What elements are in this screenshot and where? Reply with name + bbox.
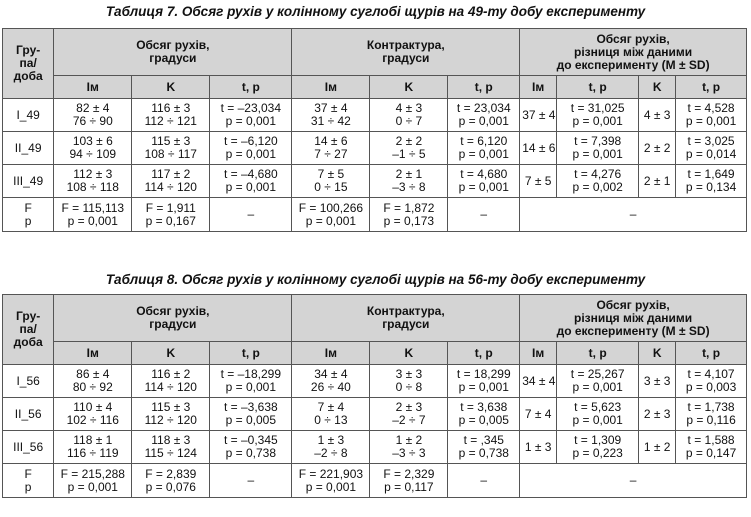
data-cell bbox=[210, 431, 292, 464]
cell-line: 2 ± 1 bbox=[395, 167, 423, 181]
cell-line: 82 ± 4 bbox=[76, 101, 110, 115]
cell-line: F = 1,911 bbox=[145, 200, 196, 215]
cell-line: –2 ÷ 8 bbox=[314, 446, 348, 460]
cell-line: Контрактура, bbox=[366, 38, 445, 52]
cell-line: Гру- bbox=[16, 309, 41, 323]
table-row bbox=[3, 132, 747, 165]
table-row bbox=[3, 365, 747, 398]
data-cell bbox=[370, 99, 448, 132]
cell-line: градуси bbox=[149, 51, 197, 65]
data-cell bbox=[210, 132, 292, 165]
data-cell bbox=[210, 398, 292, 431]
group-cell: I_56 bbox=[3, 365, 54, 398]
cell-line: Обсяг рухів, bbox=[136, 304, 210, 318]
data-cell bbox=[520, 398, 557, 431]
cell-line: 7 ± 5 bbox=[317, 167, 345, 181]
cell-line: 3 ± 3 bbox=[395, 367, 423, 381]
cell-line: p = 0,001 bbox=[458, 180, 509, 194]
cell-line: 80 ÷ 92 bbox=[72, 380, 113, 394]
cell-line: Обсяг рухів, bbox=[136, 38, 210, 52]
cell-line: F = 1,872 bbox=[383, 200, 435, 215]
cell-line: 108 ÷ 118 bbox=[66, 180, 119, 194]
cell-line: 1 ± 2 bbox=[643, 439, 671, 454]
cell-line: 2 ± 2 bbox=[643, 140, 671, 155]
data-cell bbox=[132, 99, 210, 132]
subheader-cell: Iм bbox=[520, 76, 557, 99]
cell-line: 76 ÷ 90 bbox=[72, 114, 113, 128]
cell-line: p = 0,076 bbox=[145, 479, 196, 494]
cell-line: t = –18,299 bbox=[220, 367, 282, 381]
cell-line: p = 0,003 bbox=[685, 380, 737, 394]
cell-line: –3 ÷ 8 bbox=[392, 180, 426, 194]
contracture-header bbox=[292, 295, 520, 342]
data-cell bbox=[676, 431, 747, 464]
cell-line: 2 ± 3 bbox=[643, 406, 671, 421]
cell-line: p = 0,001 bbox=[685, 114, 737, 128]
cell-line: t = 23,034 bbox=[456, 101, 511, 115]
subheader-cell: K bbox=[639, 76, 676, 99]
cell-line: p = 0,223 bbox=[572, 446, 623, 460]
cell-line: p = 0,173 bbox=[383, 213, 435, 228]
cell-line: p = 0,001 bbox=[458, 114, 509, 128]
f-label-cell bbox=[3, 198, 54, 232]
cell-line: t = –0,345 bbox=[223, 433, 278, 447]
data-cell bbox=[557, 365, 639, 398]
cell-line: 115 ÷ 124 bbox=[144, 446, 197, 460]
data-cell bbox=[448, 365, 520, 398]
cell-line: 1 ± 3 bbox=[317, 433, 345, 447]
cell-line: t = 3,025 bbox=[687, 134, 735, 148]
f-label-cell bbox=[3, 464, 54, 498]
cell-line: 2 ± 2 bbox=[395, 134, 423, 148]
data-cell bbox=[557, 431, 639, 464]
cell-line: 94 ÷ 109 bbox=[69, 147, 117, 161]
data-cell bbox=[54, 365, 132, 398]
group-cell: III_56 bbox=[3, 431, 54, 464]
subheader-cell: K bbox=[132, 76, 210, 99]
cell-line: па/ bbox=[19, 56, 37, 70]
cell-line: p = 0,001 bbox=[305, 213, 357, 228]
cell-line: 31 ÷ 42 bbox=[310, 114, 351, 128]
table-row bbox=[3, 165, 747, 198]
cell-line: 37 ± 4 bbox=[522, 107, 556, 122]
f-con-k-cell bbox=[370, 198, 448, 232]
cell-line: 86 ± 4 bbox=[76, 367, 110, 381]
data-cell bbox=[210, 365, 292, 398]
data-cell bbox=[676, 398, 747, 431]
data-cell bbox=[676, 365, 747, 398]
data-cell bbox=[448, 165, 520, 198]
cell-line: t = 3,638 bbox=[460, 400, 508, 414]
cell-line: p = 0,738 bbox=[458, 446, 509, 460]
cell-line: p = 0,167 bbox=[145, 213, 196, 228]
cell-line: Обсяг рухів, bbox=[596, 297, 670, 312]
group-cell: I_49 bbox=[3, 99, 54, 132]
f-con-im-cell bbox=[292, 198, 370, 232]
data-cell bbox=[639, 132, 676, 165]
cell-line: p = 0,001 bbox=[225, 380, 277, 394]
cell-line: p = 0,001 bbox=[225, 180, 277, 194]
f-con-im-cell bbox=[292, 464, 370, 498]
cell-line: 118 ± 1 bbox=[73, 433, 113, 447]
cell-line: 116 ± 3 bbox=[151, 101, 191, 115]
cell-line: 108 ÷ 117 bbox=[144, 147, 197, 161]
cell-line: 7 ± 5 bbox=[524, 173, 552, 188]
cell-line: 37 ± 4 bbox=[314, 101, 348, 115]
cell-line: p = 0,147 bbox=[685, 446, 737, 460]
data-cell bbox=[292, 165, 370, 198]
cell-line: p = 0,001 bbox=[305, 479, 357, 494]
cell-line: t = 1,649 bbox=[687, 167, 735, 181]
cell-line: 112 ÷ 120 bbox=[144, 413, 197, 427]
cell-line: F = 2,329 bbox=[383, 466, 435, 481]
subheader-cell: t, p bbox=[676, 76, 747, 99]
data-cell bbox=[210, 165, 292, 198]
group-cell: II_56 bbox=[3, 398, 54, 431]
data-cell bbox=[676, 165, 747, 198]
subheader-cell: K bbox=[639, 342, 676, 365]
cell-line: –3 ÷ 3 bbox=[392, 446, 426, 460]
cell-line: p = 0,001 bbox=[572, 380, 623, 394]
cell-line: градуси bbox=[382, 51, 430, 65]
cell-line: 34 ± 4 bbox=[314, 367, 348, 381]
cell-line: t = 5,623 bbox=[574, 400, 622, 414]
data-cell bbox=[448, 132, 520, 165]
cell-line: 102 ÷ 116 bbox=[66, 413, 119, 427]
volume-header bbox=[54, 29, 292, 76]
subheader-cell: K bbox=[132, 342, 210, 365]
data-cell bbox=[676, 132, 747, 165]
data-cell bbox=[639, 99, 676, 132]
table-row bbox=[3, 99, 747, 132]
cell-line: 26 ÷ 40 bbox=[310, 380, 351, 394]
volume-header bbox=[54, 295, 292, 342]
table-row bbox=[3, 398, 747, 431]
subheader-cell: Iм bbox=[292, 76, 370, 99]
data-cell bbox=[448, 398, 520, 431]
data-cell bbox=[520, 165, 557, 198]
data-cell bbox=[292, 398, 370, 431]
cell-line: 1 ± 3 bbox=[524, 439, 552, 454]
data-cell bbox=[54, 165, 132, 198]
subheader-cell: t, p bbox=[676, 342, 747, 365]
data-cell bbox=[639, 365, 676, 398]
data-cell bbox=[557, 132, 639, 165]
cell-line: p = 0,001 bbox=[572, 147, 623, 161]
f-con-dash-cell: – bbox=[448, 198, 520, 232]
f-test-row bbox=[3, 198, 747, 232]
cell-line: 116 ÷ 119 bbox=[67, 446, 119, 460]
cell-line: Обсяг рухів, bbox=[596, 31, 670, 46]
cell-line: доба bbox=[13, 69, 43, 83]
data-cell bbox=[639, 398, 676, 431]
cell-line: p = 0,002 bbox=[572, 180, 623, 194]
data-cell bbox=[639, 431, 676, 464]
subheader-cell: t, p bbox=[448, 342, 520, 365]
group-header bbox=[3, 295, 54, 365]
cell-line: t = 4,276 bbox=[574, 167, 622, 181]
table-7 bbox=[2, 28, 747, 232]
cell-line: F bbox=[24, 466, 32, 481]
cell-line: 34 ± 4 bbox=[522, 373, 556, 388]
cell-line: p = 0,001 bbox=[458, 147, 509, 161]
cell-line: p = 0,001 bbox=[67, 479, 118, 494]
data-cell bbox=[54, 132, 132, 165]
cell-line: 103 ± 6 bbox=[72, 134, 113, 148]
data-cell bbox=[132, 165, 210, 198]
cell-line: 116 ± 2 bbox=[151, 367, 191, 381]
cell-line: F = 100,266 bbox=[298, 200, 364, 215]
data-cell bbox=[54, 99, 132, 132]
subheader-cell: t, p bbox=[557, 342, 639, 365]
f-vol-im-cell bbox=[54, 464, 132, 498]
subheader-cell: Iм bbox=[54, 342, 132, 365]
cell-line: p = 0,134 bbox=[685, 180, 737, 194]
cell-line: 2 ± 3 bbox=[395, 400, 423, 414]
cell-line: 14 ± 6 bbox=[314, 134, 348, 148]
subheader-cell: Iм bbox=[520, 342, 557, 365]
data-cell bbox=[132, 398, 210, 431]
cell-line: 117 ± 2 bbox=[151, 167, 191, 181]
cell-line: 0 ÷ 8 bbox=[395, 380, 423, 394]
cell-line: 110 ± 4 bbox=[73, 400, 113, 414]
cell-line: F bbox=[24, 200, 32, 215]
cell-line: 112 ± 3 bbox=[73, 167, 113, 181]
data-cell bbox=[370, 165, 448, 198]
cell-line: p = 0,001 bbox=[225, 114, 277, 128]
cell-line: t = –6,120 bbox=[223, 134, 278, 148]
cell-line: градуси bbox=[382, 317, 430, 331]
data-cell bbox=[292, 132, 370, 165]
f-vol-im-cell bbox=[54, 198, 132, 232]
f-vol-dash-cell: – bbox=[210, 464, 292, 498]
cell-line: p = 0,005 bbox=[225, 413, 277, 427]
table-8 bbox=[2, 294, 747, 498]
group-cell: II_49 bbox=[3, 132, 54, 165]
cell-line: t = 18,299 bbox=[456, 367, 511, 381]
cell-line: p = 0,014 bbox=[685, 147, 737, 161]
data-cell bbox=[520, 99, 557, 132]
cell-line: F = 221,903 bbox=[298, 466, 364, 481]
cell-line: t = 7,398 bbox=[574, 134, 622, 148]
cell-line: t = 4,107 bbox=[687, 367, 735, 381]
data-cell bbox=[370, 431, 448, 464]
table-row bbox=[3, 431, 747, 464]
cell-line: Контрактура, bbox=[366, 304, 445, 318]
cell-line: 115 ± 3 bbox=[151, 134, 191, 148]
cell-line: різниця між даними bbox=[573, 44, 693, 59]
data-cell bbox=[557, 165, 639, 198]
cell-line: до експерименту (M ± SD) bbox=[556, 57, 710, 72]
cell-line: 115 ± 3 bbox=[151, 400, 191, 414]
cell-line: 2 ± 1 bbox=[643, 173, 671, 188]
subheader-cell: K bbox=[370, 342, 448, 365]
cell-line: p = 0,001 bbox=[572, 413, 623, 427]
f-test-row bbox=[3, 464, 747, 498]
f-vol-k-cell bbox=[132, 464, 210, 498]
cell-line: 1 ± 2 bbox=[395, 433, 423, 447]
data-cell bbox=[54, 431, 132, 464]
cell-line: 118 ± 3 bbox=[151, 433, 191, 447]
subheader-cell: t, p bbox=[448, 76, 520, 99]
data-cell bbox=[557, 398, 639, 431]
data-cell bbox=[520, 132, 557, 165]
group-header bbox=[3, 29, 54, 99]
data-cell bbox=[132, 431, 210, 464]
cell-line: 7 ± 4 bbox=[317, 400, 345, 414]
f-con-k-cell bbox=[370, 464, 448, 498]
cell-line: t = 4,528 bbox=[687, 101, 735, 115]
cell-line: t = 1,309 bbox=[574, 433, 622, 447]
cell-line: t = –23,034 bbox=[220, 101, 282, 115]
cell-line: t = ,345 bbox=[463, 433, 504, 447]
cell-line: F = 115,113 bbox=[61, 200, 125, 215]
group-cell: III_49 bbox=[3, 165, 54, 198]
cell-line: t = 6,120 bbox=[460, 134, 508, 148]
data-cell bbox=[292, 431, 370, 464]
cell-line: 4 ± 3 bbox=[643, 107, 671, 122]
data-cell bbox=[54, 398, 132, 431]
cell-line: t = 1,588 bbox=[687, 433, 735, 447]
cell-line: –2 ÷ 7 bbox=[392, 413, 426, 427]
f-diff-dash-cell: – bbox=[520, 198, 747, 232]
data-cell bbox=[520, 365, 557, 398]
cell-line: 0 ÷ 13 bbox=[314, 413, 348, 427]
subheader-cell: K bbox=[370, 76, 448, 99]
f-vol-k-cell bbox=[132, 198, 210, 232]
cell-line: 0 ÷ 15 bbox=[314, 180, 348, 194]
cell-line: p bbox=[24, 479, 32, 494]
data-cell bbox=[292, 99, 370, 132]
table-8-caption: Таблиця 8. Обсяг рухів у колінному суглобі щурів на 56-ту добу експерименту bbox=[105, 272, 646, 287]
cell-line: t = 1,738 bbox=[687, 400, 735, 414]
data-cell bbox=[132, 132, 210, 165]
subheader-cell: t, p bbox=[210, 76, 292, 99]
data-cell bbox=[132, 365, 210, 398]
cell-line: t = 25,267 bbox=[570, 367, 625, 381]
data-cell bbox=[676, 99, 747, 132]
cell-line: t = –4,680 bbox=[223, 167, 278, 181]
data-cell bbox=[210, 99, 292, 132]
cell-line: –1 ÷ 5 bbox=[392, 147, 426, 161]
cell-line: різниця між даними bbox=[573, 310, 693, 325]
subheader-cell: t, p bbox=[557, 76, 639, 99]
data-cell bbox=[370, 398, 448, 431]
cell-line: p = 0,117 bbox=[384, 479, 434, 494]
cell-line: p bbox=[24, 213, 32, 228]
cell-line: p = 0,001 bbox=[458, 380, 509, 394]
cell-line: 7 ÷ 27 bbox=[314, 147, 348, 161]
cell-line: 112 ÷ 121 bbox=[144, 114, 197, 128]
subheader-cell: Iм bbox=[292, 342, 370, 365]
cell-line: p = 0,738 bbox=[225, 446, 277, 460]
cell-line: градуси bbox=[149, 317, 197, 331]
cell-line: p = 0,001 bbox=[572, 114, 623, 128]
cell-line: F = 2,839 bbox=[145, 466, 197, 481]
cell-line: до експерименту (M ± SD) bbox=[556, 323, 710, 338]
cell-line: 114 ÷ 120 bbox=[144, 380, 197, 394]
data-cell bbox=[520, 431, 557, 464]
data-cell bbox=[639, 165, 676, 198]
f-vol-dash-cell: – bbox=[210, 198, 292, 232]
cell-line: Гру- bbox=[16, 43, 41, 57]
cell-line: p = 0,001 bbox=[67, 213, 118, 228]
subheader-cell: Iм bbox=[54, 76, 132, 99]
cell-line: 3 ± 3 bbox=[643, 373, 671, 388]
data-cell bbox=[448, 99, 520, 132]
table-7-caption: Таблиця 7. Обсяг рухів у колінному суглобі щурів на 49-ту добу експерименту bbox=[105, 4, 646, 19]
cell-line: 114 ÷ 120 bbox=[144, 180, 197, 194]
difference-header bbox=[520, 29, 747, 76]
f-diff-dash-cell: – bbox=[520, 464, 747, 498]
difference-header bbox=[520, 295, 747, 342]
cell-line: F = 215,288 bbox=[60, 466, 125, 481]
data-cell bbox=[370, 365, 448, 398]
cell-line: доба bbox=[13, 335, 43, 349]
data-cell bbox=[557, 99, 639, 132]
data-cell bbox=[292, 365, 370, 398]
data-cell bbox=[448, 431, 520, 464]
data-cell bbox=[370, 132, 448, 165]
cell-line: па/ bbox=[19, 322, 37, 336]
cell-line: 4 ± 3 bbox=[395, 101, 423, 115]
cell-line: p = 0,001 bbox=[225, 147, 277, 161]
cell-line: t = –3,638 bbox=[223, 400, 278, 414]
cell-line: 7 ± 4 bbox=[524, 406, 552, 421]
contracture-header bbox=[292, 29, 520, 76]
f-con-dash-cell: – bbox=[448, 464, 520, 498]
cell-line: t = 4,680 bbox=[460, 167, 508, 181]
subheader-cell: t, p bbox=[210, 342, 292, 365]
cell-line: p = 0,005 bbox=[458, 413, 509, 427]
cell-line: p = 0,116 bbox=[686, 413, 736, 427]
cell-line: 14 ± 6 bbox=[522, 140, 556, 155]
cell-line: 0 ÷ 7 bbox=[395, 114, 423, 128]
cell-line: t = 31,025 bbox=[570, 101, 625, 115]
